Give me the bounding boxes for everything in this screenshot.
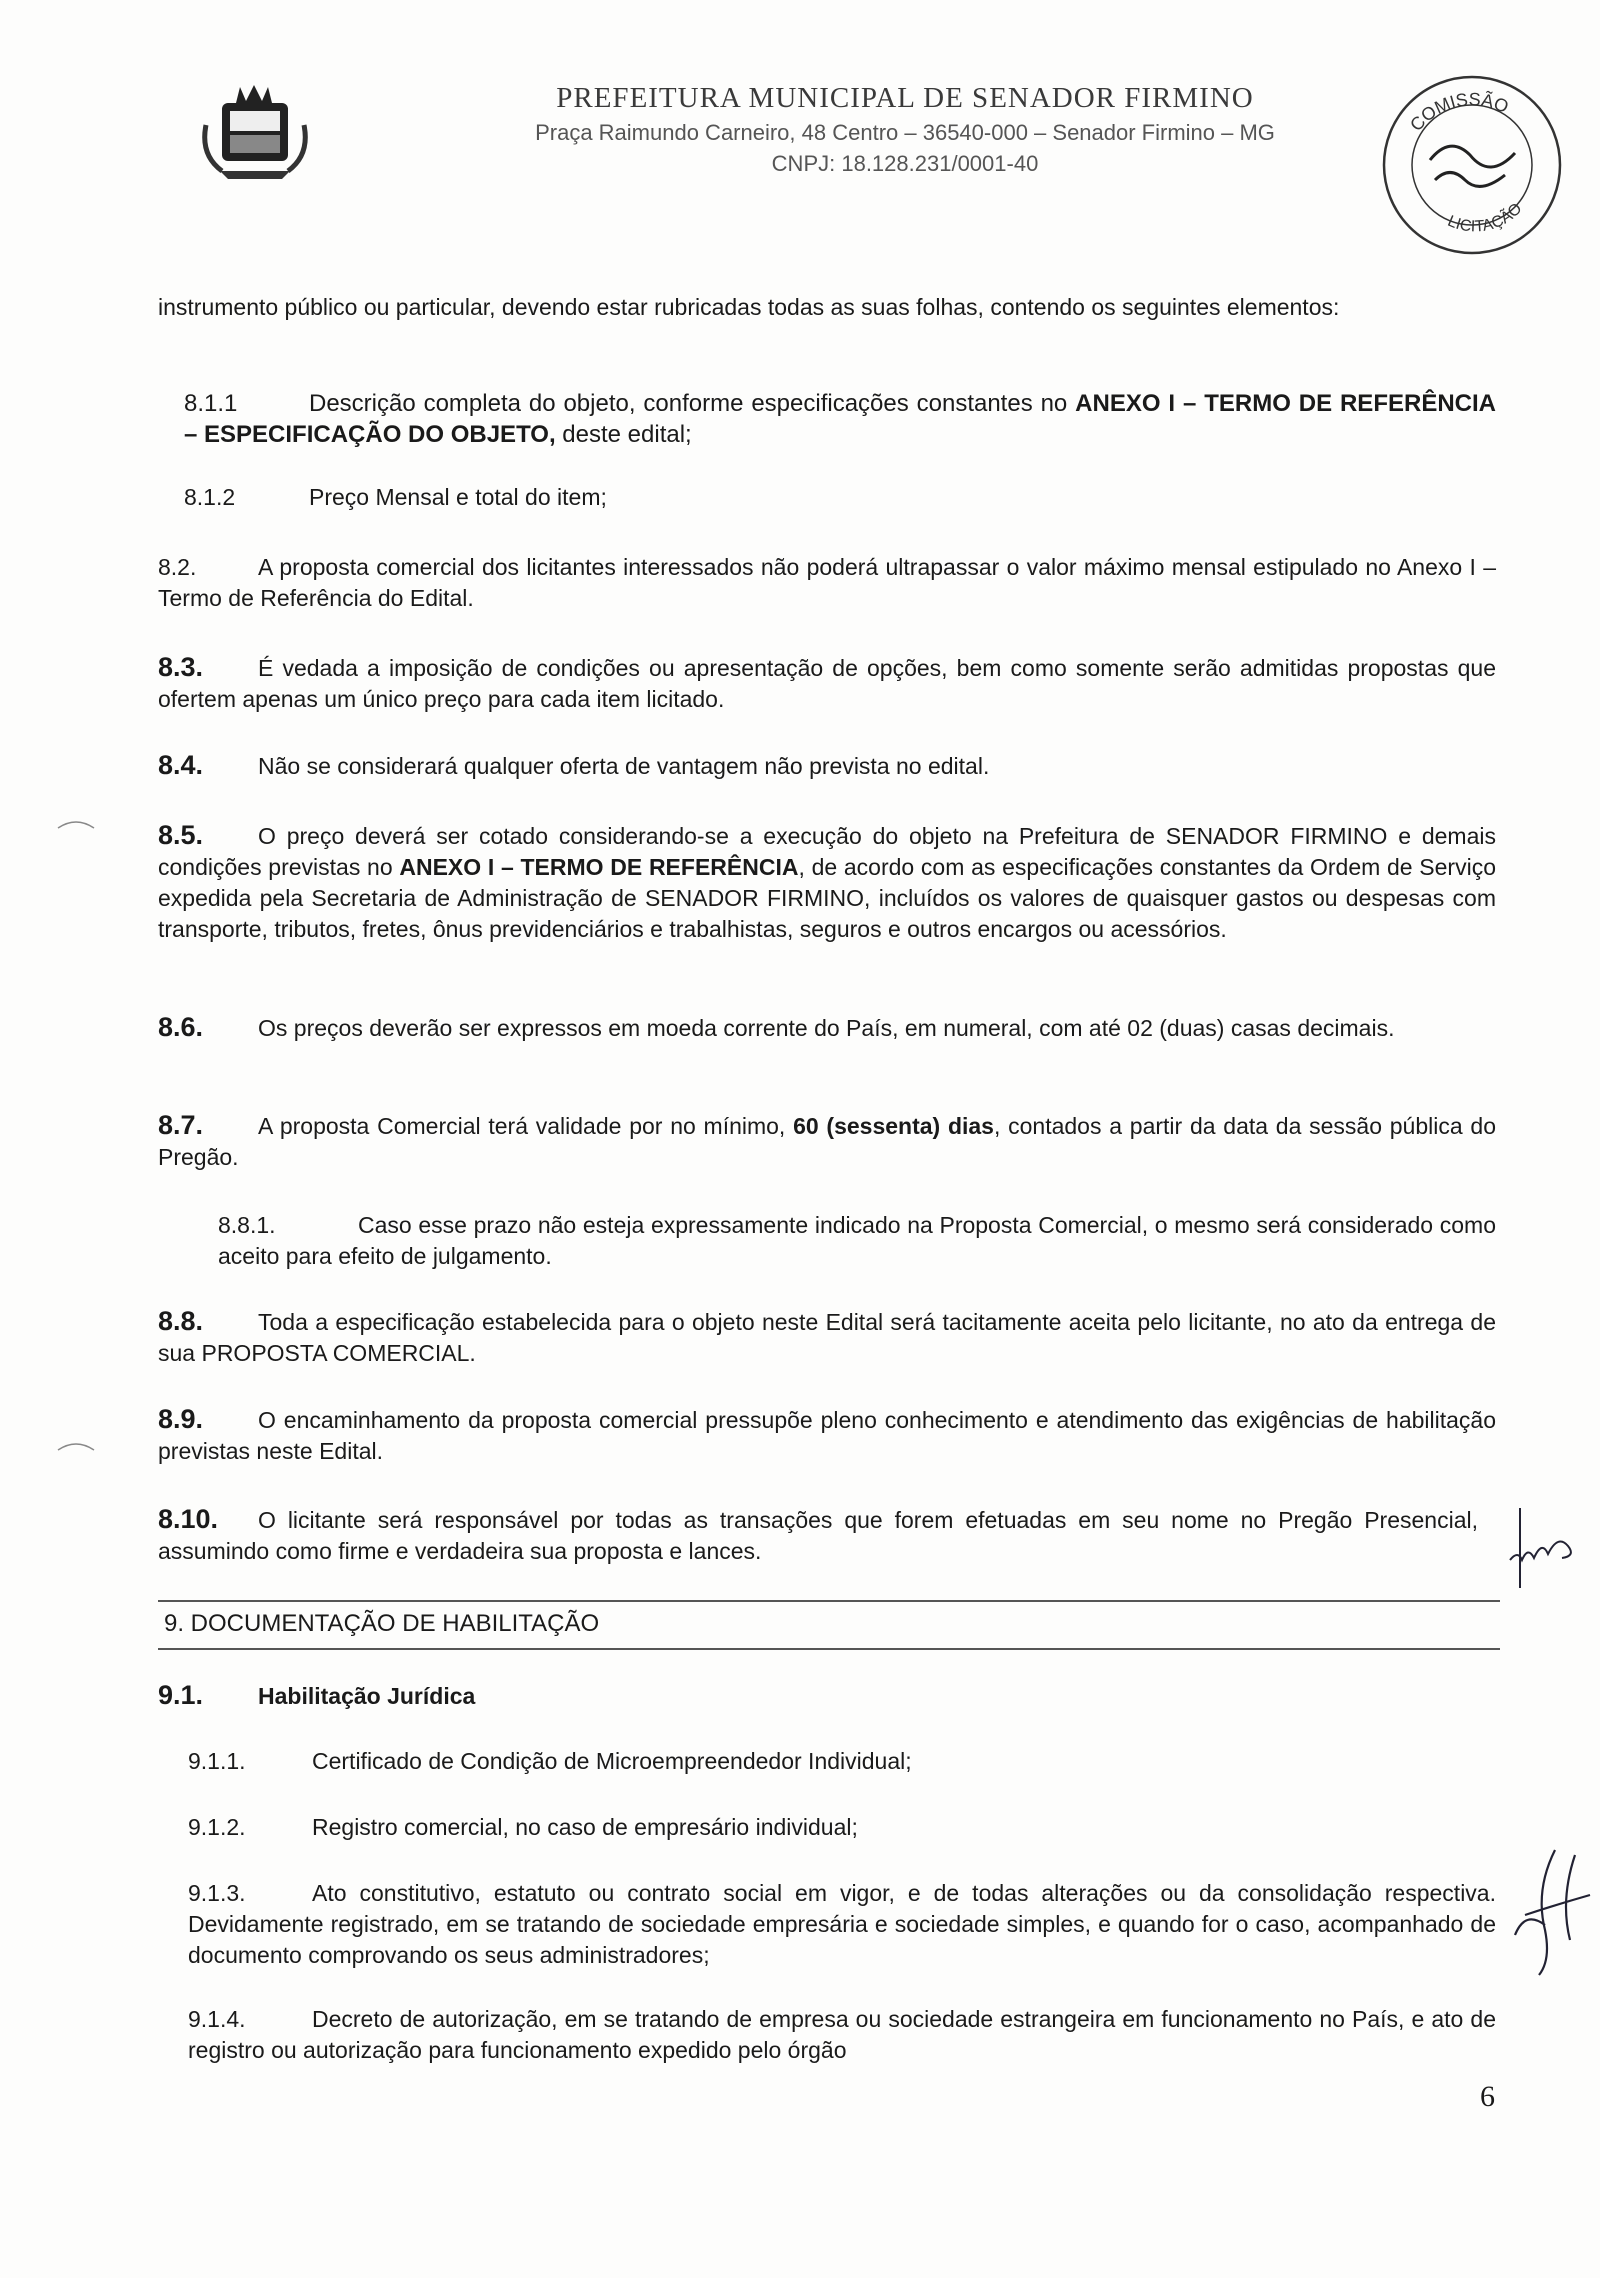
- item-text: , contados a partir da data da sessão pública do Pregão.: [158, 1113, 1496, 1170]
- item-text: Registro comercial, no caso de empresário individual;: [312, 1814, 858, 1840]
- item-number: 8.2.: [158, 554, 197, 580]
- item-8-4: [158, 750, 1496, 782]
- item-text: O encaminhamento da proposta comercial pressupõe pleno conhecimento e atendimento das exigências de habilitação previstas neste Edital.: [158, 1407, 1496, 1464]
- stamp-top-text: COMISSÃO: [1406, 89, 1512, 135]
- item-number: 8.8.1.: [218, 1212, 276, 1238]
- item-text-bold: ANEXO I – TERMO DE REFERÊNCIA: [399, 854, 799, 880]
- item-text: Certificado de Condição de Microempreendedor Individual;: [312, 1748, 912, 1774]
- letterhead: [420, 82, 1390, 177]
- svg-text:COMISSÃO: [1406, 89, 1512, 135]
- item-9-1-2: [188, 1812, 1496, 1843]
- item-text: Não se considerará qualquer oferta de vantagem não prevista no edital.: [258, 753, 990, 779]
- item-number: 8.3.: [158, 652, 204, 682]
- initials-signature: [1505, 1840, 1595, 1980]
- item-text: O licitante será responsável por todas as transações que forem efetuadas em seu nome no Pregão Presencial, assumindo como firme e verdadeira sua proposta e lances.: [158, 1507, 1478, 1564]
- item-number: 8.8.: [158, 1306, 204, 1336]
- item-number: 8.6.: [158, 1012, 204, 1042]
- item-text: A proposta Comercial terá validade por no mínimo,: [258, 1113, 794, 1139]
- scan-mark: [56, 818, 96, 830]
- item-8-9: [158, 1404, 1496, 1467]
- item-text: , de acordo com as especificações constantes da Ordem de Serviço expedida pela Secretaria de Administração de SENADOR FIRMINO, incluídos os valores de quaisquer gastos ou despesas com transporte, tributos, fretes, ônus previdenciários e trabalhistas, seguros e outros encargos ou acessórios.: [158, 854, 1496, 942]
- municipal-crest-icon: [200, 75, 310, 185]
- item-8-7: [158, 1110, 1496, 1173]
- item-text: A proposta comercial dos licitantes interessados não poderá ultrapassar o valor máximo mensal estipulado no Anexo I – Termo de Referência do Edital.: [158, 554, 1496, 611]
- item-text: O preço deverá ser cotado considerando-se a execução do objeto na Prefeitura de SENADOR FIRMINO e demais condições previstas no: [158, 823, 1496, 880]
- svg-text:LICITAÇÃO: [1445, 200, 1525, 235]
- item-number: 9.1.1.: [188, 1748, 246, 1774]
- subsection-title: Habilitação Jurídica: [258, 1683, 476, 1709]
- letterhead-title: PREFEITURA MUNICIPAL DE SENADOR FIRMINO: [556, 82, 1254, 114]
- item-9-1: [158, 1680, 1496, 1712]
- item-text: Caso esse prazo não esteja expressamente indicado na Proposta Comercial, o mesmo será considerado como aceito para efeito de julgamento.: [218, 1212, 1496, 1269]
- item-text: Decreto de autorização, em se tratando de empresa ou sociedade estrangeira em funcionamento no País, e ato de registro ou autorização para funcionamento expedido pelo órgão: [188, 2006, 1496, 2063]
- item-text: É vedada a imposição de condições ou apresentação de opções, bem como somente serão admitidas propostas que ofertem apenas um único preço para cada item licitado.: [158, 655, 1496, 712]
- intro-paragraph: instrumento público ou particular, devendo estar rubricadas todas as suas folhas, contendo os seguintes elementos:: [158, 294, 1340, 320]
- item-number: 9.1.3.: [188, 1880, 246, 1906]
- item-text: Preço Mensal e total do item;: [309, 484, 607, 510]
- page-number: 6: [1480, 2080, 1495, 2113]
- item-8-2: [158, 552, 1496, 614]
- item-text-bold: 60 (sessenta) dias: [793, 1113, 994, 1139]
- item-number: 8.1.2: [184, 484, 236, 510]
- item-number: 8.5.: [158, 820, 204, 850]
- item-9-1-1: [188, 1746, 1496, 1777]
- letterhead-address: Praça Raimundo Carneiro, 48 Centro – 36540-000 – Senador Firmino – MG: [535, 120, 1275, 145]
- item-text: deste edital;: [555, 421, 692, 448]
- section-heading: 9. DOCUMENTAÇÃO DE HABILITAÇÃO: [164, 1610, 600, 1637]
- item-8-3: [158, 652, 1496, 715]
- item-8-8-1: [218, 1210, 1496, 1272]
- item-8-10: [158, 1504, 1478, 1567]
- item-8-5: [158, 820, 1496, 945]
- commission-stamp: [1375, 65, 1570, 260]
- item-number: 8.4.: [158, 750, 204, 780]
- item-number: 9.1.4.: [188, 2006, 246, 2032]
- item-text: Os preços deverão ser expressos em moeda corrente do País, em numeral, com até 02 (duas) casas decimais.: [258, 1015, 1395, 1041]
- item-8-1-2: [184, 482, 1496, 513]
- item-number: 9.1.: [158, 1680, 204, 1710]
- item-text: Descrição completa do objeto, conforme especificações constantes no: [309, 390, 1076, 417]
- item-8-6: [158, 1012, 1496, 1044]
- item-text: Toda a especificação estabelecida para o objeto neste Edital será tacitamente aceita pelo licitante, no ato da entrega de sua PROPOSTA COMERCIAL.: [158, 1309, 1496, 1366]
- item-number: 8.1.1: [184, 390, 238, 417]
- item-number: 8.10.: [158, 1504, 219, 1534]
- item-8-1-1: [184, 388, 1496, 450]
- letterhead-cnpj: CNPJ: 18.128.231/0001-40: [771, 151, 1039, 176]
- rubric-signature: [1500, 1500, 1590, 1590]
- stamp-bottom-text: LICITAÇÃO: [1445, 200, 1526, 236]
- item-text-bold: ANEXO I – TERMO DE REFERÊNCIA – ESPECIFICAÇÃO DO OBJETO,: [184, 390, 1496, 448]
- item-text: Ato constitutivo, estatuto ou contrato social em vigor, e de todas alterações ou da consolidação respectiva. Devidamente registrado, em se tratando de sociedade empresária e sociedade simples, e quando for o caso, acompanhado de documento comprovando os seus administradores;: [188, 1880, 1496, 1968]
- item-8-8: [158, 1306, 1496, 1369]
- item-number: 8.7.: [158, 1110, 204, 1140]
- item-number: 8.9.: [158, 1404, 204, 1434]
- scan-mark: [56, 1440, 96, 1452]
- item-9-1-4: [188, 2004, 1496, 2066]
- section-heading-bar: [158, 1600, 1500, 1650]
- item-9-1-3: [188, 1878, 1496, 1971]
- item-number: 9.1.2.: [188, 1814, 246, 1840]
